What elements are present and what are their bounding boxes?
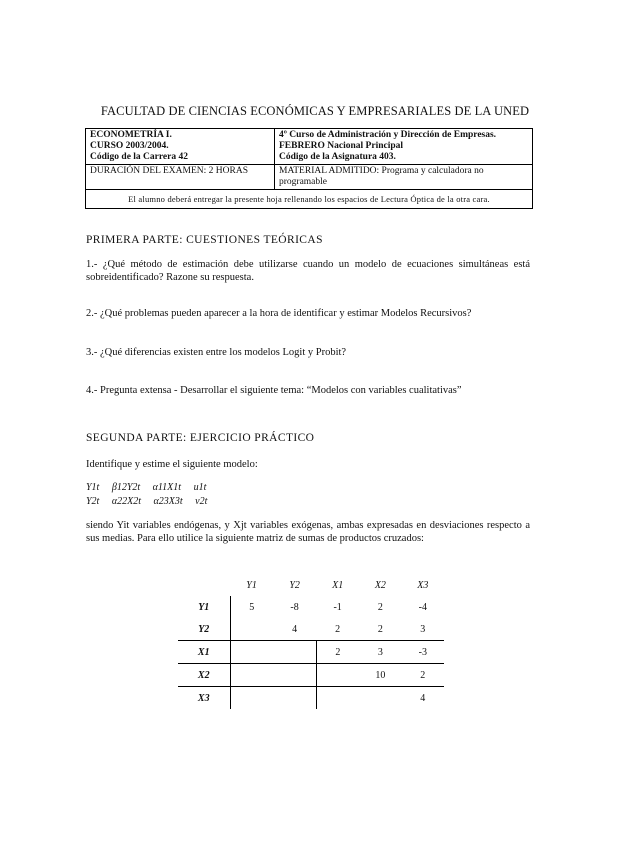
matrix-cell: 5 <box>249 601 255 613</box>
matrix-cell <box>230 664 273 687</box>
matrix-cell: 2 <box>377 623 383 635</box>
exam-header-table <box>85 128 533 209</box>
cross-products-matrix <box>178 574 444 709</box>
exam-duration: DURACIÓN DEL EXAMEN: 2 HORAS <box>86 165 275 190</box>
eq2-term: α23X3t <box>153 496 183 507</box>
subject-code: Código de la Asignatura 403. <box>279 152 396 162</box>
equation-2 <box>86 495 217 508</box>
matrix-cell: -4 <box>418 601 427 613</box>
question-2: 2.- ¿Qué problemas pueden aparecer a la hora de identificar y estimar Modelos Recursivos? <box>86 308 472 319</box>
matrix-row <box>178 596 444 618</box>
eq2-term: v2t <box>195 496 208 507</box>
matrix-cell: 10 <box>359 664 401 687</box>
question-3: 3.- ¿Qué diferencias existen entre los modelos Logit y Probit? <box>86 347 347 358</box>
part1-heading: PRIMERA PARTE: CUESTIONES TEÓRICAS <box>86 234 323 246</box>
matrix-cell: 2 <box>316 641 359 664</box>
matrix-cell: 3 <box>420 623 426 635</box>
matrix-row-label: Y1 <box>178 596 230 618</box>
matrix-cell <box>316 687 359 710</box>
eq1-term: u1t <box>193 482 207 493</box>
matrix-cell <box>273 687 316 710</box>
matrix-cell <box>273 664 316 687</box>
matrix-cell <box>273 641 316 664</box>
eq2-term: Y2t <box>86 496 100 507</box>
matrix-col-header: X3 <box>417 579 429 591</box>
matrix-col-header: Y1 <box>246 579 257 591</box>
matrix-cell <box>230 618 273 641</box>
matrix-cell: 2 <box>402 664 444 687</box>
matrix-cell: 2 <box>335 623 341 635</box>
exam-info <box>275 129 533 165</box>
matrix-cell: 4 <box>402 687 444 710</box>
matrix-cell <box>230 641 273 664</box>
matrix-cell: -3 <box>402 641 444 664</box>
exam-session: FEBRERO Nacional Principal <box>279 141 404 151</box>
matrix-cell <box>230 687 273 710</box>
matrix-cell: 3 <box>359 641 401 664</box>
eq2-term: α22X2t <box>111 496 141 507</box>
delivery-notice: El alumno deberá entregar la presente hoja rellenando los espacios de Lectura Óptica de la otra cara. <box>86 190 533 209</box>
question-4: 4.- Pregunta extensa - Desarrollar el siguiente tema: “Modelos con variables cualitativas” <box>86 385 462 396</box>
eq1-term: Y1t <box>86 482 100 493</box>
matrix-corner <box>178 574 230 596</box>
matrix-cell: -1 <box>333 601 342 613</box>
matrix-row <box>178 664 444 687</box>
matrix-cell: -8 <box>290 601 299 613</box>
degree-name: 4º Curso de Administración y Dirección de Empresas. <box>279 130 497 140</box>
course-info <box>86 129 275 165</box>
matrix-row <box>178 618 444 641</box>
matrix-row <box>178 641 444 664</box>
page-title: FACULTAD DE CIENCIAS ECONÓMICAS Y EMPRESARIALES DE LA UNED <box>100 104 530 118</box>
matrix-row-label: Y2 <box>178 618 230 641</box>
part2-heading: SEGUNDA PARTE: EJERCICIO PRÁCTICO <box>86 432 315 444</box>
matrix-col-header: X1 <box>332 579 344 591</box>
matrix-cell: 2 <box>377 601 383 613</box>
exercise-description: siendo Yit variables endógenas, y Xjt variables exógenas, ambas expresadas en desviaciones respecto a sus medias. Para ello utilice la siguiente matriz de sumas de productos cruzados: <box>86 520 530 544</box>
matrix-col-header: Y2 <box>289 579 300 591</box>
question-1: 1.- ¿Qué método de estimación debe utilizarse cuando un modelo de ecuaciones simultáneas está sobreidentificado? Razone su respuesta. <box>86 259 530 283</box>
equation-1 <box>86 481 216 494</box>
matrix-row-label: X1 <box>178 641 230 664</box>
matrix-row <box>178 687 444 710</box>
matrix-cell <box>359 687 401 710</box>
matrix-col-header: X2 <box>374 579 386 591</box>
allowed-material: MATERIAL ADMITIDO: Programa y calculadora no programable <box>275 165 533 190</box>
course-year: CURSO 2003/2004. <box>90 141 169 151</box>
exercise-intro: Identifique y estime el siguiente modelo: <box>86 459 258 470</box>
matrix-cell <box>316 664 359 687</box>
matrix-row-label: X2 <box>178 664 230 687</box>
matrix-row-label: X3 <box>178 687 230 710</box>
eq1-term: β12Y2t <box>111 482 141 493</box>
career-code: Código de la Carrera 42 <box>90 152 188 162</box>
eq1-term: α11X1t <box>152 482 182 493</box>
matrix-cell: 4 <box>292 623 298 635</box>
course-name: ECONOMETRÍA I. <box>90 130 172 140</box>
